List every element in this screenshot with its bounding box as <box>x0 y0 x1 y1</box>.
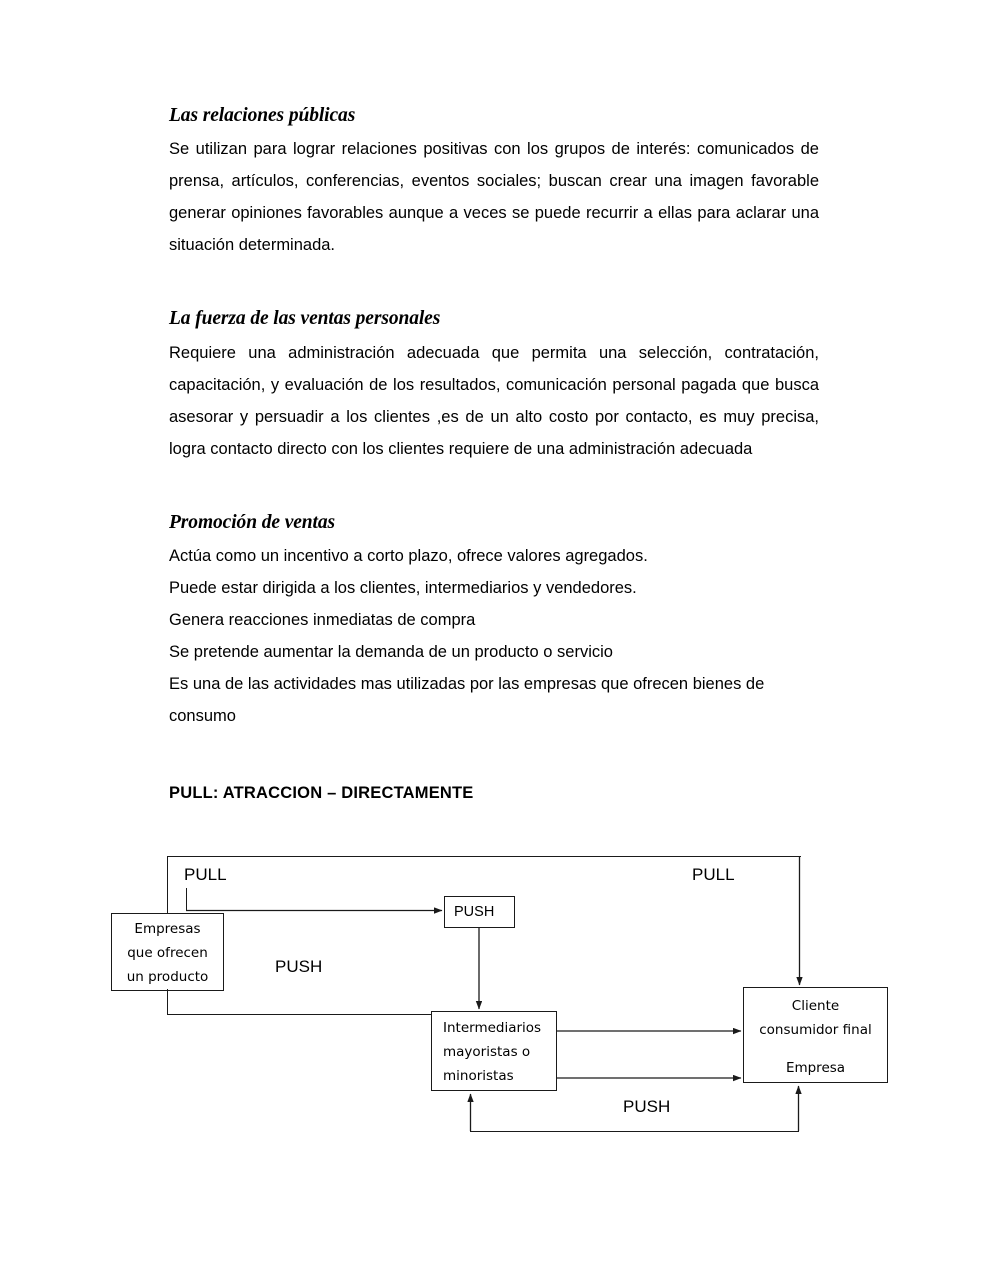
spacer <box>169 287 819 307</box>
connector-bottom-left-vertical <box>470 1101 471 1132</box>
box-line: que ofrecen <box>127 945 208 961</box>
section-heading: Las relaciones públicas <box>169 105 356 126</box>
connector-pull-tick <box>186 888 187 911</box>
box-line: mayoristas o <box>443 1044 531 1060</box>
box-line: un producto <box>126 969 209 985</box>
spacer <box>169 491 819 511</box>
connector-bottom-rail <box>470 1131 799 1132</box>
section-paragraph: Se utilizan para lograr relaciones positivas con los grupos de interés: comunicados de prensa, artículos, conferencias, eventos sociales; buscan crear una imagen favorable generar opiniones favorables aunque a veces se puede recurrir a ellas para aclarar una situación determinada. <box>169 140 819 255</box>
box-line: consumidor final <box>759 1022 872 1038</box>
connector-left-vertical-upper <box>167 856 168 914</box>
box-line: Cliente <box>791 998 840 1014</box>
document-body <box>169 104 819 758</box>
diagram-box-cliente <box>743 987 888 1083</box>
box-spacer <box>744 1042 887 1056</box>
promocion-line: Puede estar dirigida a los clientes, intermediarios y vendedores. <box>169 579 637 598</box>
box-line: Empresas <box>134 921 201 937</box>
connector-left-vertical-lower <box>167 989 168 1015</box>
section-paragraph: Requiere una administración adecuada que permita una selección, contratación, capacitación, y evaluación de los resultados, comunicación personal pagada que busca asesorar y persuadir a los clientes ,es de un alto costo por contacto, es muy precisa, logra contacto directo con los clientes requiere de una administración adecuada <box>169 343 819 458</box>
pull-atraccion-heading: PULL: ATRACCION – DIRECTAMENTE <box>169 784 474 802</box>
diagram-label-push-bottom: PUSH <box>623 1097 671 1116</box>
section-heading: Promoción de ventas <box>169 511 336 533</box>
section-promocion-de-ventas <box>169 511 819 732</box>
section-relaciones-publicas <box>169 104 819 261</box>
promocion-line: Genera reacciones inmediatas de compra <box>169 611 476 630</box>
diagram-box-intermediarios <box>431 1011 557 1091</box>
diagram-box-push: PUSH <box>444 896 515 928</box>
connector-bottom-right-vertical <box>798 1101 799 1132</box>
diagram-label-pull-left: PULL <box>184 865 227 884</box>
box-line: minoristas <box>443 1068 514 1084</box>
diagram-label-push-middle: PUSH <box>275 957 323 976</box>
promocion-line: Actúa como un incentivo a corto plazo, ofrece valores agregados. <box>169 547 648 566</box>
connector-empresas-to-intermediarios <box>167 1014 432 1015</box>
connector-top-rail <box>167 856 801 857</box>
promocion-line: Se pretende aumentar la demanda de un producto o servicio <box>169 643 613 662</box>
box-line: Intermediarios <box>443 1020 542 1036</box>
diagram-box-empresas <box>111 913 224 991</box>
diagram-label-pull-right: PULL <box>692 865 735 884</box>
promocion-line: Es una de las actividades mas utilizadas por las empresas que ofrecen bienes de consumo <box>169 675 765 726</box>
section-heading: La fuerza de las ventas personales <box>169 308 441 330</box>
section-fuerza-ventas-personales <box>169 307 819 464</box>
box-line: Empresa <box>785 1060 846 1076</box>
